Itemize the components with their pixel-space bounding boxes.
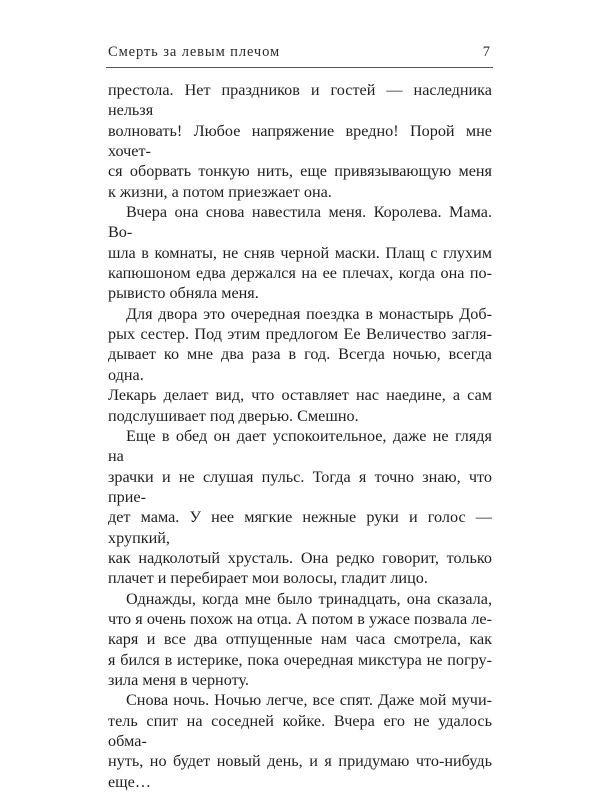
text-line: зрачки и не слушая пульс. Тогда я точно знаю, что прие- [108, 467, 492, 506]
text-line: как надколотый хрусталь. Она редко говорит, только [108, 548, 492, 567]
running-head [108, 44, 492, 66]
text-line: Для двора это очередная поездка в монастырь Доб- [126, 304, 492, 323]
body-text [108, 80, 492, 792]
text-line: плачет и перебирает мои волосы, гладит лицо. [108, 569, 428, 588]
text-line: зила меня в черноту. [108, 670, 249, 689]
text-line: рывисто обняла меня. [108, 284, 259, 303]
text-line: что я очень похож на отца. А потом в ужасе позвала ле- [108, 609, 492, 628]
text-line: капюшоном едва держался на ее плечах, когда она по- [108, 264, 492, 283]
header-rule [106, 67, 493, 68]
text-line: еще… [108, 772, 152, 791]
text-line: каря и все два отпущенные нам часа смотрела, как [108, 630, 492, 649]
text-line: рых сестер. Под этим предлогом Ее Величество загля- [108, 325, 492, 344]
text-line: волновать! Любое напряжение вредно! Порой мне хочет- [108, 121, 492, 161]
text-line: тель спит на соседней койке. Вчера его не удалось обма- [108, 711, 492, 750]
text-line: нуть, но будет новый день, и я придумаю что-нибудь [108, 752, 492, 771]
text-line: Лекарь делает вид, что оставляет нас наедине, а сам [108, 386, 492, 405]
text-line: шла в комнаты, не сняв черной маски. Плащ с глухим [108, 243, 492, 262]
text-line: Еще в обед он дает успокоительное, даже не глядя на [108, 426, 492, 466]
text-line: ся оборвать тонкую нить, еще привязывающую меня [108, 162, 492, 181]
text-line: Однажды, когда мне было тринадцать, она сказала, [126, 589, 492, 608]
text-line: дывает ко мне два раза в год. Всегда ночью, всегда одна. [108, 345, 492, 384]
text-line: Снова ночь. Ночью легче, все спят. Даже мой мучи- [126, 691, 492, 710]
running-title: Смерть за левым плечом [108, 44, 281, 60]
text-line: к жизни, а потом приезжает она. [108, 182, 332, 201]
text-line: Вчера она снова навестила меня. Королева. Мама. Во- [108, 203, 492, 242]
text-line: престола. Нет праздников и гостей — наследника нельзя [108, 81, 492, 120]
text-line: я бился в истерике, пока очередная микстура не погру- [108, 650, 492, 669]
text-line: подслушивает под дверью. Смешно. [108, 406, 359, 425]
text-line: дет мама. У нее мягкие нежные руки и голос — хрупкий, [108, 508, 492, 547]
page-number: 7 [482, 44, 490, 60]
